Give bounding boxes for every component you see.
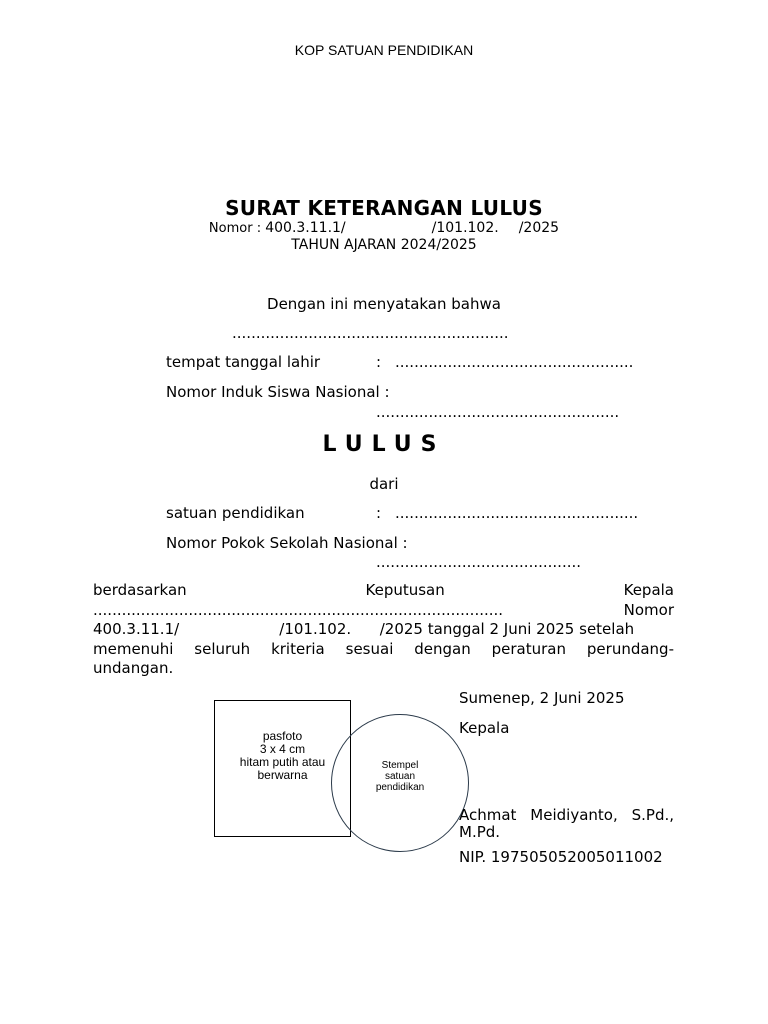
para-line-4: memenuhi seluruh kriteria sesuai dengan peraturan perundang- — [93, 639, 674, 658]
birth-dots: .................................................. — [395, 353, 634, 371]
student-name-dots: .......................................................... — [232, 324, 509, 342]
signer-nip: NIP. 197505052005011002 — [459, 848, 663, 866]
number-part-1: 400.3.11.1/ — [265, 220, 346, 236]
para-line-1: berdasarkan Keputusan Kepala — [93, 581, 674, 599]
nisn-dots: ................................................... — [376, 403, 620, 421]
birth-label: tempat tanggal lahir — [166, 353, 321, 371]
photo-line-1: pasfoto — [262, 729, 303, 743]
photo-line-2: 3 x 4 cm — [259, 742, 306, 756]
npsn-dots: ........................................... — [376, 553, 582, 571]
birth-colon: : — [376, 353, 382, 371]
number-part-3: /2025 — [518, 220, 560, 236]
para-line-5: undangan. — [93, 659, 174, 678]
letterhead: KOP SATUAN PENDIDIKAN — [294, 42, 474, 58]
number-part-2: /101.102. — [431, 220, 499, 236]
photo-line-3: hitam putih atau — [239, 755, 326, 769]
school-dots: ................................................... — [395, 504, 639, 522]
stamp-line-1: Stempel — [381, 760, 419, 771]
dari-text: dari — [369, 475, 399, 493]
nisn-label: Nomor Induk Siswa Nasional : — [166, 383, 390, 401]
intro-text: Dengan ini menyatakan bahwa — [267, 295, 501, 313]
document-number — [0, 220, 768, 236]
npsn-label: Nomor Pokok Sekolah Nasional : — [166, 534, 408, 552]
academic-year: TAHUN AJARAN 2024/2025 — [291, 237, 477, 253]
number-label: Nomor : — [208, 221, 266, 236]
school-label: satuan pendidikan — [166, 504, 305, 522]
stamp-line-2: satuan — [384, 771, 416, 782]
document-title: SURAT KETERANGAN LULUS — [225, 196, 543, 220]
school-colon: : — [376, 504, 382, 522]
decision-paragraph — [93, 581, 674, 679]
para-line-2: ...................................................................................... Nomor — [93, 600, 674, 619]
stamp-placeholder — [331, 714, 469, 852]
para-line-3: 400.3.11.1/ /101.102. /2025 tanggal 2 Juni 2025 setelah — [93, 620, 635, 639]
photo-placeholder — [214, 700, 351, 837]
signer-position: Kepala — [459, 719, 510, 737]
place-date: Sumenep, 2 Juni 2025 — [459, 689, 625, 707]
photo-line-4: berwarna — [257, 768, 308, 782]
signer-name: Achmat Meidiyanto, S.Pd., M.Pd. — [459, 806, 674, 841]
stamp-line-3: pendidikan — [375, 782, 425, 793]
status-lulus: LULUS — [322, 432, 446, 457]
